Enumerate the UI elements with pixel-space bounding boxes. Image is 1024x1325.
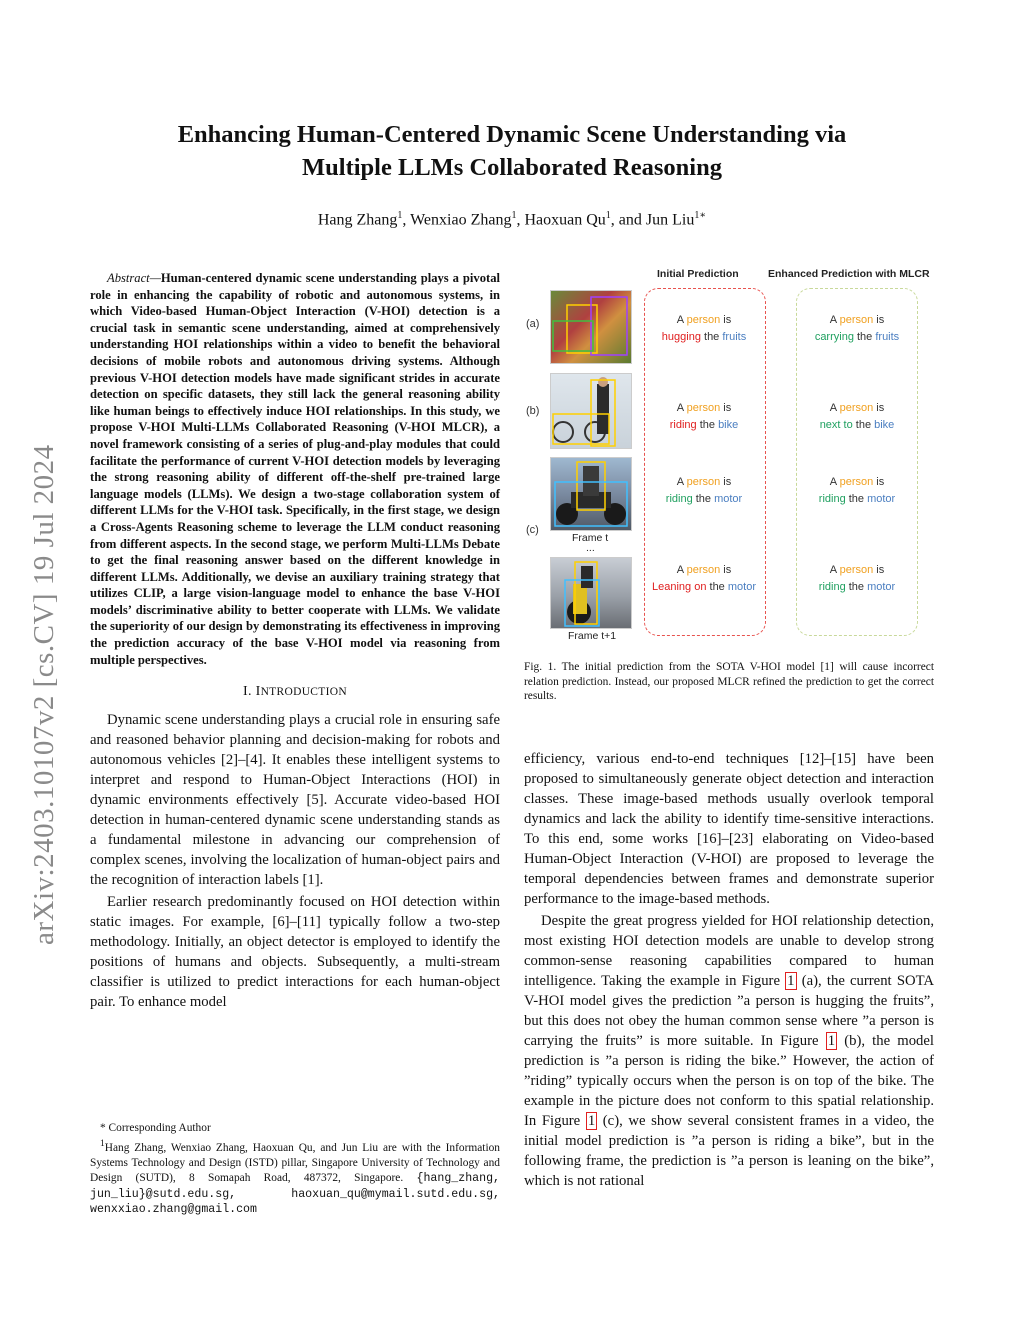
author-emails: {hang_zhang, jun_liu}@sutd.edu.sg, haoxuan_qu@mymail.sutd.edu.sg, wenxxiao.zhang@gmail.com	[90, 1172, 500, 1217]
pred-object: bike	[718, 419, 739, 431]
heading-initial-prediction: Initial Prediction	[657, 268, 739, 280]
frame-label-t: Frame t	[572, 532, 609, 544]
author-name: Jun Liu	[645, 211, 695, 229]
author-list	[100, 210, 924, 229]
figure-reference-link[interactable]: 1	[587, 1113, 596, 1129]
pred-word: is	[873, 476, 885, 488]
figure-1	[520, 262, 940, 652]
motorbike-illustration-icon	[551, 458, 631, 530]
pred-word: is	[873, 402, 885, 414]
paragraph-text: (b), the model prediction is ”a person is riding the bike.” However, the action of ”riding” typically occurs when the person is on top of the bike. The example in the picture does not conform to this spatial relationship. In Figure	[524, 1033, 934, 1129]
paragraph: efficiency, various end-to-end techniques [12]–[15] have been proposed to simultaneously generate object detection and interaction classes. These image-based methods usually overlook temporal dynamics and lack the ability to identify time-sensitive interactions. To this end, some works [16]–[23] elaborating on Video-based Human-Object Interaction (V-HOI) are proposed to leverage the temporal dependencies between frames and demonstrate superior performance to the image-based methods.	[524, 751, 934, 907]
figure-1-caption	[524, 660, 934, 704]
pred-word: is	[720, 314, 732, 326]
image-motorbike-frame-t	[550, 457, 632, 531]
row-label-c: (c)	[526, 524, 539, 536]
caption-label: Fig. 1.	[524, 661, 557, 673]
pred-subject: person	[839, 402, 874, 414]
pred-object: motor	[714, 493, 743, 505]
image-motorbike-frame-t1	[550, 557, 632, 629]
author-affiliation-mark: 1∗	[694, 210, 707, 221]
author-affiliation-mark: 1	[511, 210, 517, 221]
pred-verb: riding	[818, 493, 846, 505]
author-name: Haoxuan Qu	[524, 211, 606, 229]
pred-word: A	[676, 564, 687, 576]
figure-reference-link[interactable]: 1	[787, 973, 795, 989]
row-label-b: (b)	[526, 405, 540, 417]
pred-verb: riding	[665, 493, 693, 505]
pred-word: is	[720, 564, 732, 576]
pred-word: is	[720, 402, 732, 414]
right-column-text	[524, 749, 934, 1191]
pred-word: A	[676, 402, 687, 414]
introduction-text	[90, 710, 500, 1012]
abstract-dash: —	[149, 271, 161, 285]
title-line-1: Enhancing Human-Centered Dynamic Scene Understanding via	[177, 121, 847, 148]
pred-object: bike	[874, 419, 895, 431]
frame-ellipsis: ...	[586, 542, 595, 554]
pred-subject: person	[686, 402, 721, 414]
pred-word: the	[706, 581, 728, 593]
paragraph: Earlier research predominantly focused on HOI detection within static images. For example, [6]–[11] typically follow a two-step methodology. Initially, an object detector is employed to identify the positions of humans and objects. Subsequently, a multi-stream classifier is utilized to predict interactions for each human-object pair. To enhance model	[90, 894, 500, 1011]
paragraph-text: (c), we show several consistent frames in a video, the initial model prediction is ”a person is riding a bike”, but in the following frame, the prediction is ”a person is leaning on the bike”, which is not rational	[524, 1113, 934, 1189]
footnote-affiliation	[90, 1137, 500, 1218]
author-name: Hang Zhang	[317, 211, 398, 229]
section-heading-introduction	[90, 684, 500, 700]
pred-word: A	[829, 402, 840, 414]
pred-subject: person	[686, 476, 721, 488]
pred-subject: person	[839, 314, 874, 326]
pred-subject: person	[686, 564, 721, 576]
section-title-initial: I	[255, 684, 261, 700]
pred-verb: next to	[819, 419, 853, 431]
pred-word: the	[852, 419, 875, 431]
pred-word: the	[700, 331, 723, 343]
left-column	[90, 270, 500, 1012]
section-number: I.	[243, 684, 256, 700]
heading-enhanced-prediction: Enhanced Prediction with MLCR	[768, 268, 930, 280]
pred-word: A	[676, 476, 687, 488]
pred-verb: riding	[818, 581, 846, 593]
abstract-lead: Abstract	[107, 271, 150, 285]
author-affiliation-mark: 1	[397, 210, 403, 221]
footnotes	[90, 1121, 500, 1218]
paper-title	[100, 118, 924, 184]
abstract	[90, 270, 500, 668]
image-person-bike	[550, 373, 632, 449]
pred-word: is	[873, 564, 885, 576]
footnote-text: Hang Zhang, Wenxiao Zhang, Haoxuan Qu, and Jun Liu are with the Information Systems Technology and Design (ISTD) pillar, Singapore University of Technology and Design (SUTD), 8 Somapah Road, 487372, Singapore.	[90, 1141, 500, 1185]
pred-word: A	[829, 476, 840, 488]
caption-text: The initial prediction from the SOTA V-HOI model [1] will cause incorrect relation prediction. Instead, our proposed MLCR refined the prediction to get the correct results.	[524, 661, 934, 702]
pred-verb: carrying	[814, 331, 854, 343]
initial-prediction-c1	[639, 474, 769, 508]
person-bike-illustration-icon	[551, 374, 631, 448]
pred-object: fruits	[875, 331, 900, 343]
figure-reference-link[interactable]: 1	[827, 1033, 836, 1049]
abstract-text: Human-centered dynamic scene understanding plays a pivotal role in enhancing the capability of robotic and autonomous systems, in which Video-based Human-Object Interaction (V-HOI) detection is a crucial task in semantic scene understanding, aimed at comprehensively understanding HOI relationships within a video to benefit the behavioral decisions of mobile robots and autonomous driving systems. Although previous V-HOI detection models have made significant strides in accurate detection on specific datasets, they still lack the general reasoning ability like human beings to effectively induce HOI relationships. In this study, we propose V-HOI Multi-LLMs Collaborated Reasoning (V-HOI MLCR), a novel framework consisting of a series of plug-and-play modules that could facilitate the performance of current V-HOI detection models by leveraging the strong reasoning ability of different off-the-shelf pre-trained large language models (LLMs). We design a two-stage collaboration system of different LLMs for the V-HOI task. Specifically, in the first stage, we design a Cross-Agents Reasoning scheme to leverage the LLM conduct reasoning from different aspects. In the second stage, we perform Multi-LLMs Debate to get the final reasoning answer based on the different knowledge in different LLMs. Additionally, we devise an auxiliary training strategy that utilizes CLIP, a large vision-language model to enhance the base V-HOI models’ discriminative ability to better cooperate with LLMs. We validate the superiority of our design by demonstrating its effectiveness in improving the prediction accuracy of the base V-HOI model via reasoning from multiple perspectives.	[90, 271, 500, 667]
author-separator: , and	[610, 211, 646, 229]
pred-word: A	[829, 564, 840, 576]
motorbike-illustration-icon	[551, 558, 631, 628]
pred-object: motor	[727, 581, 756, 593]
pred-subject: person	[839, 476, 874, 488]
pred-word: the	[853, 331, 876, 343]
paragraph: Dynamic scene understanding plays a crucial role in ensuring safe and reasoned behavior planning and decision-making for robots and autonomous vehicles [2]–[4]. It enables these intelligent systems to interpret and respond to Human-Object Interactions (HOI) in dynamic environments effectively [5]. Accurate video-based HOI detection in human-centered dynamic scene understanding stands as a fundamental milestone in advancing our comprehension of complex scenes, involving the localization of human-object pairs and the recognition of interaction labels [1].	[90, 712, 500, 889]
pred-word: the	[845, 581, 868, 593]
pred-word: the	[696, 419, 719, 431]
initial-prediction-b	[639, 400, 769, 434]
title-line-2: Multiple LLMs Collaborated Reasoning	[302, 154, 722, 181]
pred-subject: person	[686, 314, 721, 326]
pred-object: motor	[867, 493, 896, 505]
pred-verb: Leaning on	[652, 581, 707, 593]
pred-word: is	[720, 476, 732, 488]
arxiv-identifier: arXiv:2403.10107v2 [cs.CV] 19 Jul 2024	[28, 444, 60, 945]
section-title-rest: NTRODUCTION	[260, 686, 347, 699]
frame-label-t1: Frame t+1	[568, 630, 617, 642]
enhanced-prediction-b	[792, 400, 922, 434]
paragraph	[524, 911, 934, 1191]
paragraph-text: (a), the current SOTA V-HOI model gives the prediction ”a person is hugging the fruits”, but this does not obey the human common sense where ”a person is carrying the fruits” is more suitable. In Figure	[524, 973, 934, 1049]
author-name: Wenxiao Zhang	[410, 211, 512, 229]
paragraph-text: Despite the great progress yielded for HOI relationship detection, most existing HOI detection models are unable to develop strong common-sense reasoning capabilities compared to human intelligence. Taking the example in Figure	[524, 913, 934, 989]
initial-prediction-c2	[639, 562, 769, 596]
author-separator: ,	[402, 211, 411, 229]
pred-word: is	[873, 314, 885, 326]
footnote-corresponding: * Corresponding Author	[100, 1122, 211, 1134]
footnote-mark: 1	[100, 1138, 105, 1149]
author-affiliation-mark: 1	[605, 210, 611, 221]
pred-object: fruits	[722, 331, 747, 343]
pred-verb: riding	[669, 419, 697, 431]
detection-boxes-icon	[551, 291, 631, 363]
image-fruits-basket	[550, 290, 632, 364]
enhanced-prediction-c1	[792, 474, 922, 508]
author-separator: ,	[516, 211, 525, 229]
row-label-a: (a)	[526, 318, 540, 330]
pred-word: A	[829, 314, 840, 326]
pred-object: motor	[867, 581, 896, 593]
initial-prediction-a	[639, 312, 769, 346]
pred-subject: person	[839, 564, 874, 576]
pred-word: A	[676, 314, 687, 326]
pred-verb: hugging	[661, 331, 701, 343]
pred-word: the	[845, 493, 868, 505]
enhanced-prediction-c2	[792, 562, 922, 596]
pred-word: the	[692, 493, 715, 505]
enhanced-prediction-a	[792, 312, 922, 346]
